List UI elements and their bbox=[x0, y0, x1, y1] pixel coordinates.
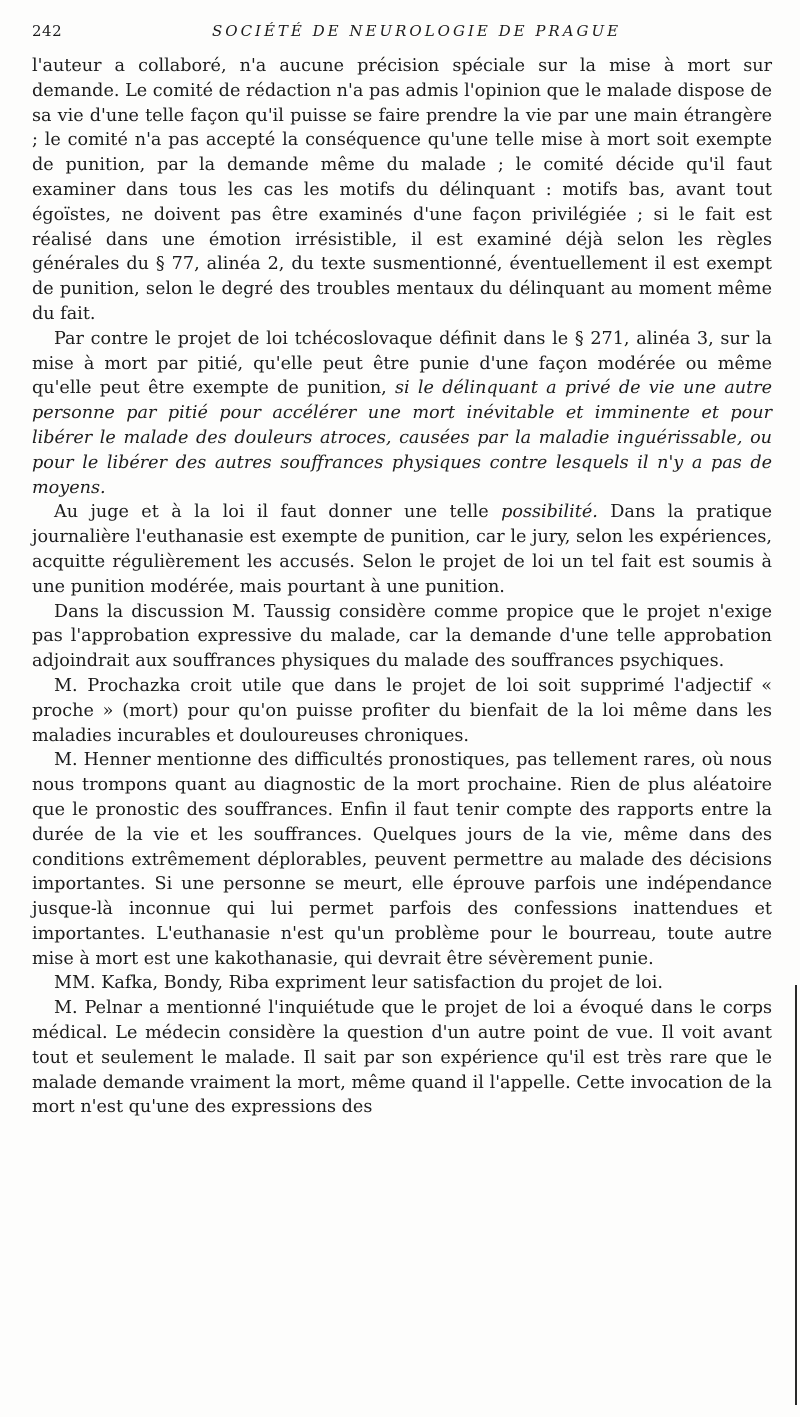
paragraph: Au juge et à la loi il faut donner une telle possibilité. Dans la pratique journalière l'euthanasie est exempte de punition, car le jury, selon les expériences, acquitte régulièrement les accusés. Selon le projet de loi un tel fait est soumis à une punition modérée, mais pourtant à une punition. bbox=[32, 502, 773, 597]
paragraph: M. Pelnar a mentionné l'inquiétude que le projet de loi a évoqué dans le corps médical. Le médecin considère la question d'un autre point de vue. Il voit avant tout et seulement le malade. Il sait par son expérience qu'il est très rare que le malade demande vraiment la mort, même quand il l'appelle. Cette invocation de la mort n'est qu'une des expressions des bbox=[32, 998, 772, 1118]
paragraph: Dans la discussion M. Taussig considère comme propice que le projet n'exige pas l'approbation expressive du malade, car la demande d'une telle approbation adjoindrait aux souffrances physiques du malade des souffrances psychiques. bbox=[32, 601, 772, 672]
journal-title: SOCIÉTÉ DE NEUROLOGIE DE PRAGUE bbox=[212, 22, 622, 40]
paragraph: Par contre le projet de loi tchécoslovaque définit dans le § 271, alinéa 3, sur la mise à mort par pitié, qu'elle peut être punie d'une façon modérée ou même qu'elle peut être exempte de punition, si le délinquant a privé de vie une autre personne par pitié pour accélérer une mort inévitable et imminente et pour libérer le malade des douleurs atroces, causées par la maladie inguérissable, ou pour le libérer des autres souffrances physiques contre lesquels il n'y a pas de moyens. bbox=[32, 328, 772, 498]
body-text bbox=[32, 54, 772, 1120]
emphasis-text: si le délinquant a privé de vie une autre personne par pitié pour accélérer une mort inévitable et imminente et pour libérer le malade des douleurs atroces, causées par la maladie inguérissable, ou pour le libérer des autres souffrances physiques contre lesquels il n'y a pas de moyens. bbox=[32, 378, 772, 498]
page-number: 242 bbox=[32, 22, 63, 40]
emphasis-text: possibilité. bbox=[501, 502, 598, 523]
paragraph: M. Henner mentionne des difficultés pronostiques, pas tellement rares, où nous nous trompons quant au diagnostic de la mort prochaine. Rien de plus aléatoire que le pronostic des souffrances. Enfin il faut tenir compte des rapports entre la durée de la vie et les souffrances. Quelques jours de la vie, même dans des conditions extrêmement déplorables, peuvent permettre au malade des décisions importantes. Si une personne se meurt, elle éprouve parfois une indépendance jusque-là inconnue qui lui permet parfois des confessions inattendues et importantes. L'euthanasie n'est qu'un problème pour le bourreau, toute autre mise à mort est une kakothanasie, qui devrait être sévèrement punie. bbox=[32, 750, 772, 969]
paragraph: M. Prochazka croit utile que dans le projet de loi soit supprimé l'adjectif « proche » (mort) pour qu'on puisse profiter du bienfait de la loi même dans les maladies incurables et douloureuses chroniques. bbox=[32, 675, 772, 746]
paragraph: l'auteur a collaboré, n'a aucune précision spéciale sur la mise à mort sur demande. Le comité de rédaction n'a pas admis l'opinion que le malade dispose de sa vie d'une telle façon qu'il puisse se faire prendre la vie par une main étrangère ; le comité n'a pas accepté la conséquence qu'une telle mise à mort soit exempte de punition, par la demande même du malade ; le comité décide qu'il faut examiner dans tous les cas les motifs du délinquant : motifs bas, avant tout égoïstes, ne doivent pas être examinés d'une façon privilégiée ; si le fait est réalisé dans une émotion irrésistible, il est examiné déjà selon les règles générales du § 77, alinéa 2, du texte susmentionné, éventuellement il est exempt de punition, selon le degré des troubles mentaux du délinquant au moment même du fait. bbox=[32, 56, 772, 324]
running-head bbox=[32, 22, 772, 50]
scan-edge-line bbox=[795, 985, 797, 1405]
paragraph: MM. Kafka, Bondy, Riba expriment leur satisfaction du projet de loi. bbox=[54, 973, 663, 994]
